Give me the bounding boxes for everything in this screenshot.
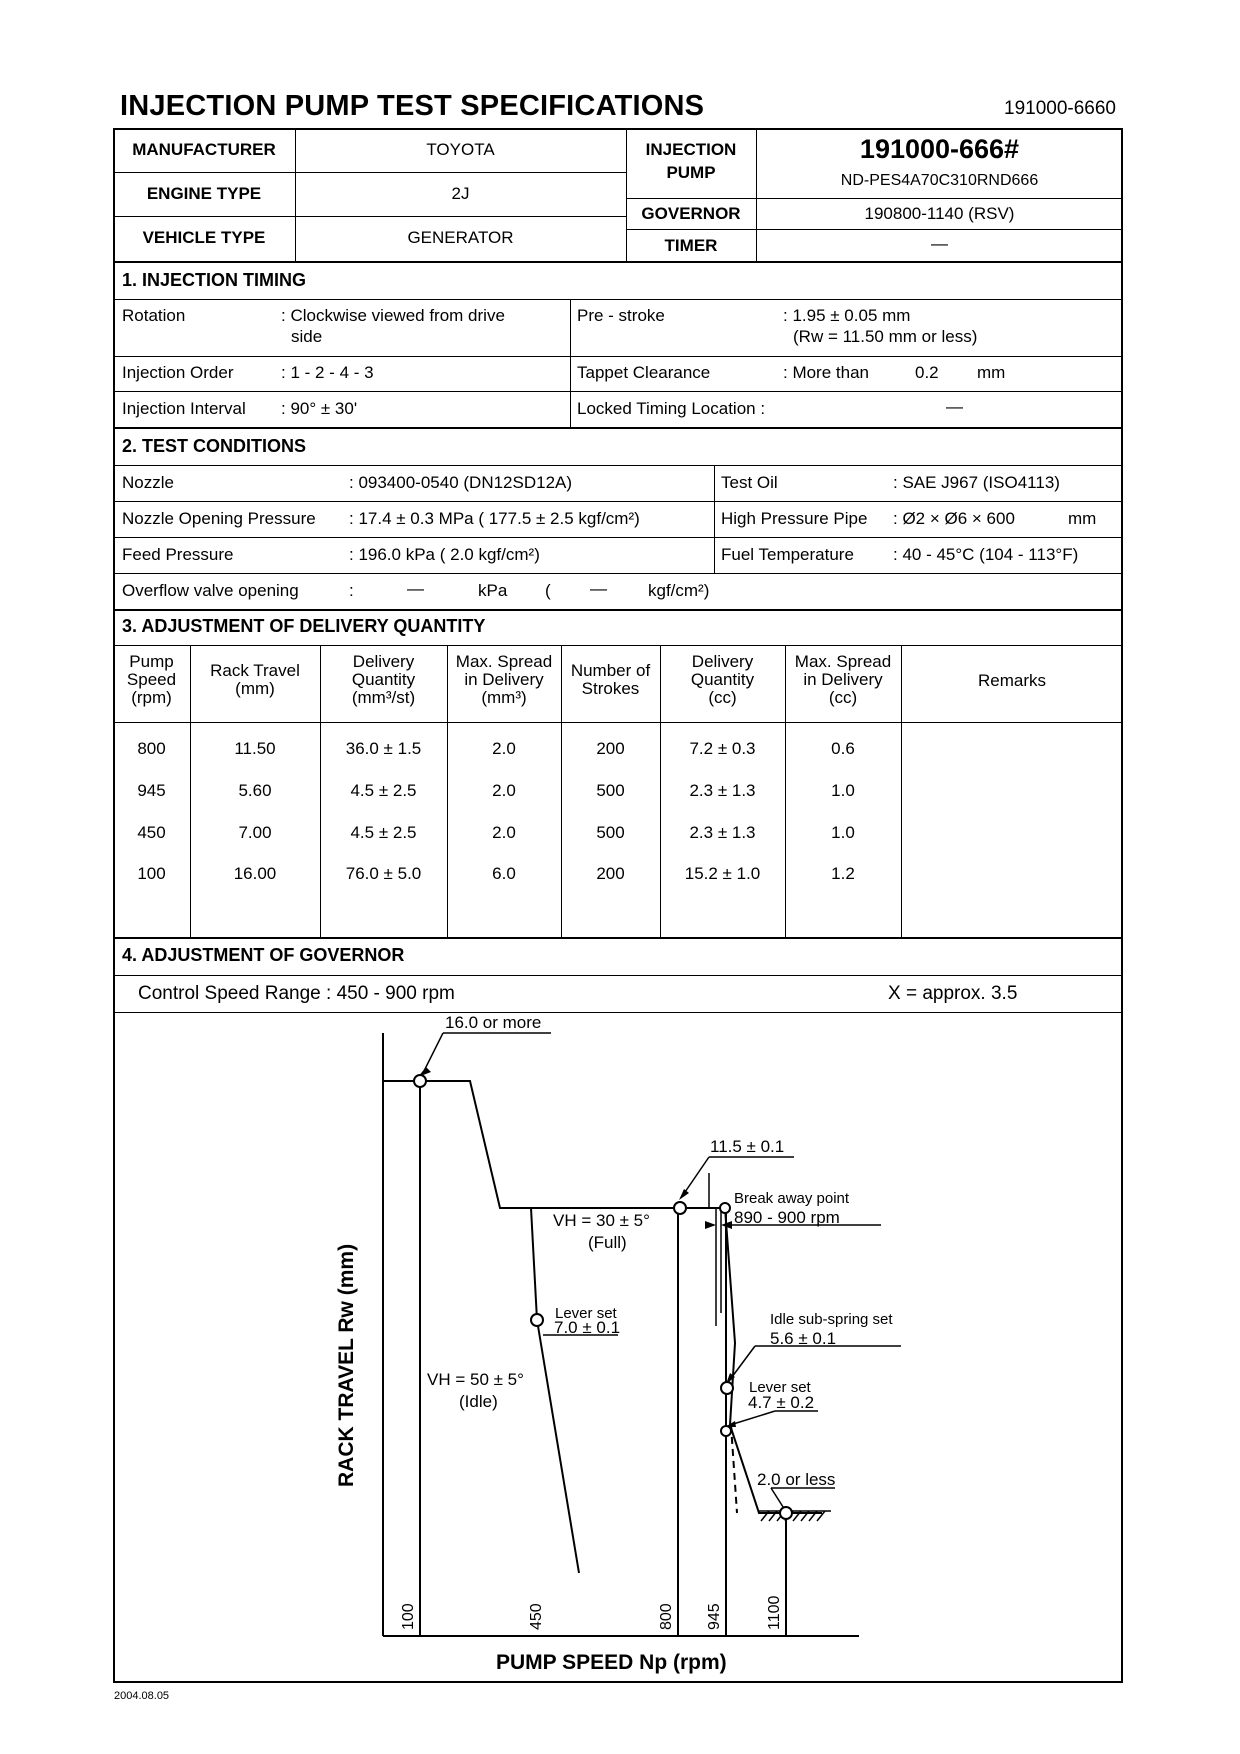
delivery-column-header-line: in Delivery	[803, 670, 883, 689]
annotation-lever-set-idle-2: 7.0 ± 0.1	[554, 1318, 621, 1337]
x-tick-800: 800	[658, 1603, 675, 1630]
delivery-column-header-line: Quantity	[351, 670, 416, 689]
annotation-idle-sub-2: 5.6 ± 0.1	[770, 1329, 837, 1348]
annotation-lever-set-idle-1: Lever set	[555, 1305, 617, 1322]
nozzle-value: : 093400-0540 (DN12SD12A)	[349, 473, 573, 492]
tappet-clearance-prefix: : More than	[783, 363, 869, 382]
injection-pump-label-1: INJECTION	[645, 140, 737, 159]
annotation-full-load: 16.0 or more	[445, 1013, 542, 1032]
delivery-column-header	[901, 672, 1123, 690]
tappet-clearance-label: Tappet Clearance	[577, 363, 711, 382]
delivery-column-header	[190, 662, 320, 698]
delivery-cell: 2.0	[492, 781, 516, 800]
high-pressure-pipe-unit: mm	[1068, 509, 1097, 528]
injection-pump-number: 191000-666#	[859, 134, 1020, 164]
delivery-column-header-line: Pump	[129, 652, 174, 671]
rotation-label: Rotation	[122, 306, 186, 325]
x-axis-label: PUMP SPEED Np (rpm)	[496, 1651, 727, 1674]
delivery-column-header	[785, 653, 901, 707]
overflow-valve-label: Overflow valve opening	[122, 581, 299, 600]
delivery-column-header	[660, 653, 785, 707]
engine-type-label: ENGINE TYPE	[146, 184, 262, 203]
delivery-cell: 2.3 ± 1.3	[689, 781, 756, 800]
delivery-column-header-line: Delivery	[352, 652, 415, 671]
injection-interval-value: : 90° ± 30'	[281, 399, 358, 418]
delivery-cell: 500	[596, 781, 625, 800]
delivery-cell: 500	[596, 823, 625, 842]
annotation-lever-set-1: Lever set	[749, 1379, 811, 1396]
prestroke-value-1: : 1.95 ± 0.05 mm	[783, 306, 911, 325]
nozzle-opening-pressure-value: : 17.4 ± 0.3 MPa ( 177.5 ± 2.5 kgf/cm²)	[349, 509, 640, 528]
section-governor: 4. ADJUSTMENT OF GOVERNOR	[122, 945, 405, 965]
delivery-column-header-line: Delivery	[691, 652, 754, 671]
high-pressure-pipe-value: : Ø2 × Ø6 × 600	[893, 509, 1015, 528]
overflow-valve-kpa-unit: kPa	[478, 581, 508, 600]
x-approx: X = approx. 3.5	[888, 983, 1018, 1004]
fuel-temperature-label: Fuel Temperature	[721, 545, 854, 564]
annotation-vh-full-1: VH = 30 ± 5°	[553, 1211, 650, 1230]
overflow-valve-kpa: —	[407, 579, 424, 598]
annotation-full-rack: 11.5 ± 0.1	[710, 1137, 785, 1156]
injection-order-label: Injection Order	[122, 363, 234, 382]
delivery-cell: 4.5 ± 2.5	[350, 823, 417, 842]
overflow-valve-kgf-unit: kgf/cm²)	[648, 581, 710, 600]
tappet-clearance-value: 0.2	[915, 363, 939, 382]
annotation-vh-idle-2: (Idle)	[459, 1392, 498, 1411]
delivery-column-header-line: (cc)	[708, 688, 737, 707]
delivery-cell: 7.00	[238, 823, 272, 842]
governor-diagram	[113, 1013, 1121, 1681]
timer-value: —	[931, 234, 948, 253]
delivery-cell: 5.60	[238, 781, 272, 800]
delivery-column-header-line: (mm)	[235, 679, 275, 698]
delivery-cell: 200	[596, 739, 625, 758]
overflow-valve-colon: :	[349, 581, 354, 600]
section-injection-timing: 1. INJECTION TIMING	[122, 270, 307, 290]
delivery-cell: 6.0	[492, 864, 516, 883]
delivery-cell: 800	[137, 739, 166, 758]
delivery-cell: 200	[596, 864, 625, 883]
delivery-column-header-line: Strokes	[581, 679, 640, 698]
delivery-cell: 450	[137, 823, 166, 842]
page-title: INJECTION PUMP TEST SPECIFICATIONS	[120, 90, 705, 122]
governor-label: GOVERNOR	[641, 204, 741, 223]
manufacturer-label: MANUFACTURER	[132, 140, 276, 159]
injection-interval-label: Injection Interval	[122, 399, 246, 418]
annotation-idle-sub-1: Idle sub-spring set	[770, 1311, 893, 1328]
test-oil-value: : SAE J967 (ISO4113)	[893, 473, 1060, 492]
x-tick-945: 945	[706, 1603, 723, 1630]
test-oil-label: Test Oil	[721, 473, 778, 492]
delivery-cell: 15.2 ± 1.0	[684, 864, 761, 883]
high-pressure-pipe-label: High Pressure Pipe	[721, 509, 868, 528]
delivery-column-header-line: Max. Spread	[455, 652, 553, 671]
control-speed-range: Control Speed Range : 450 - 900 rpm	[138, 983, 455, 1004]
overflow-valve-kgf: —	[590, 579, 607, 598]
x-tick-100: 100	[400, 1603, 417, 1630]
delivery-column-header	[561, 662, 660, 698]
timer-label: TIMER	[664, 236, 718, 255]
fuel-temperature-value: : 40 - 45°C (104 - 113°F)	[893, 545, 1079, 564]
locked-timing-label: Locked Timing Location :	[577, 399, 766, 418]
nozzle-opening-pressure-label: Nozzle Opening Pressure	[122, 509, 316, 528]
annotation-break-away-2: 890 - 900 rpm	[734, 1208, 840, 1227]
vehicle-type-value: GENERATOR	[407, 228, 514, 247]
delivery-cell: 11.50	[234, 739, 276, 758]
annotation-vh-full-2: (Full)	[588, 1233, 627, 1252]
y-axis-label: RACK TRAVEL Rw (mm)	[335, 1243, 358, 1487]
delivery-cell: 7.2 ± 0.3	[689, 739, 756, 758]
delivery-cell: 1.0	[831, 781, 855, 800]
delivery-cell: 4.5 ± 2.5	[350, 781, 417, 800]
delivery-column-header-line: in Delivery	[464, 670, 544, 689]
manufacturer-value: TOYOTA	[426, 140, 495, 159]
delivery-cell: 2.0	[492, 739, 516, 758]
x-tick-1100: 1100	[766, 1595, 783, 1630]
delivery-column-header	[113, 653, 190, 707]
engine-type-value: 2J	[451, 184, 470, 203]
delivery-cell: 16.00	[233, 864, 277, 883]
x-tick-450: 450	[528, 1603, 545, 1630]
overflow-valve-paren: (	[545, 581, 551, 600]
delivery-column-header	[320, 653, 447, 707]
delivery-column-header-line: (mm³)	[481, 688, 527, 707]
prestroke-label: Pre - stroke	[577, 306, 665, 325]
delivery-cell: 0.6	[831, 739, 855, 758]
tappet-clearance-unit: mm	[977, 363, 1006, 382]
prestroke-value-2: (Rw = 11.50 mm or less)	[793, 327, 978, 346]
delivery-cell: 76.0 ± 5.0	[345, 864, 422, 883]
delivery-column-header-line: (rpm)	[131, 688, 172, 707]
annotation-lever-set-2: 4.7 ± 0.2	[748, 1393, 815, 1412]
feed-pressure-label: Feed Pressure	[122, 545, 234, 564]
delivery-column-header-line: Quantity	[690, 670, 755, 689]
delivery-column-header	[447, 653, 561, 707]
delivery-column-header-line: (mm³/st)	[351, 688, 416, 707]
injection-pump-label-2: PUMP	[666, 163, 716, 182]
delivery-cell: 2.3 ± 1.3	[689, 823, 756, 842]
injection-order-value: : 1 - 2 - 4 - 3	[281, 363, 374, 382]
annotation-min-rack: 2.0 or less	[757, 1470, 836, 1489]
footer-date: 2004.08.05	[114, 1690, 170, 1702]
rotation-value-1: : Clockwise viewed from drive	[281, 306, 505, 325]
annotation-vh-idle-1: VH = 50 ± 5°	[427, 1370, 524, 1389]
delivery-cell: 2.0	[492, 823, 516, 842]
section-test-conditions: 2. TEST CONDITIONS	[122, 436, 307, 456]
delivery-column-header-line: Max. Spread	[794, 652, 892, 671]
delivery-cell: 1.0	[831, 823, 855, 842]
section-delivery-quantity: 3. ADJUSTMENT OF DELIVERY QUANTITY	[122, 616, 486, 636]
delivery-cell: 36.0 ± 1.5	[345, 739, 422, 758]
annotation-break-away-1: Break away point	[734, 1190, 850, 1207]
delivery-column-header-line: Speed	[126, 670, 177, 689]
vehicle-type-label: VEHICLE TYPE	[142, 228, 266, 247]
delivery-cell: 1.2	[831, 864, 855, 883]
delivery-column-header-line: Rack Travel	[210, 661, 300, 680]
delivery-column-header-line: Number of	[570, 661, 651, 680]
delivery-column-header-line: (cc)	[828, 688, 858, 707]
delivery-cell: 945	[137, 781, 166, 800]
locked-timing-value: —	[946, 397, 963, 416]
injection-pump-model: ND-PES4A70C310RND666	[840, 172, 1039, 189]
feed-pressure-value: : 196.0 kPa ( 2.0 kgf/cm²)	[349, 545, 540, 564]
document-number: 191000-6660	[1004, 98, 1116, 119]
delivery-column-header-line: Remarks	[977, 671, 1046, 690]
governor-value: 190800-1140 (RSV)	[864, 204, 1015, 223]
delivery-cell: 100	[137, 864, 166, 883]
nozzle-label: Nozzle	[122, 473, 174, 492]
rotation-value-2: side	[291, 327, 323, 346]
